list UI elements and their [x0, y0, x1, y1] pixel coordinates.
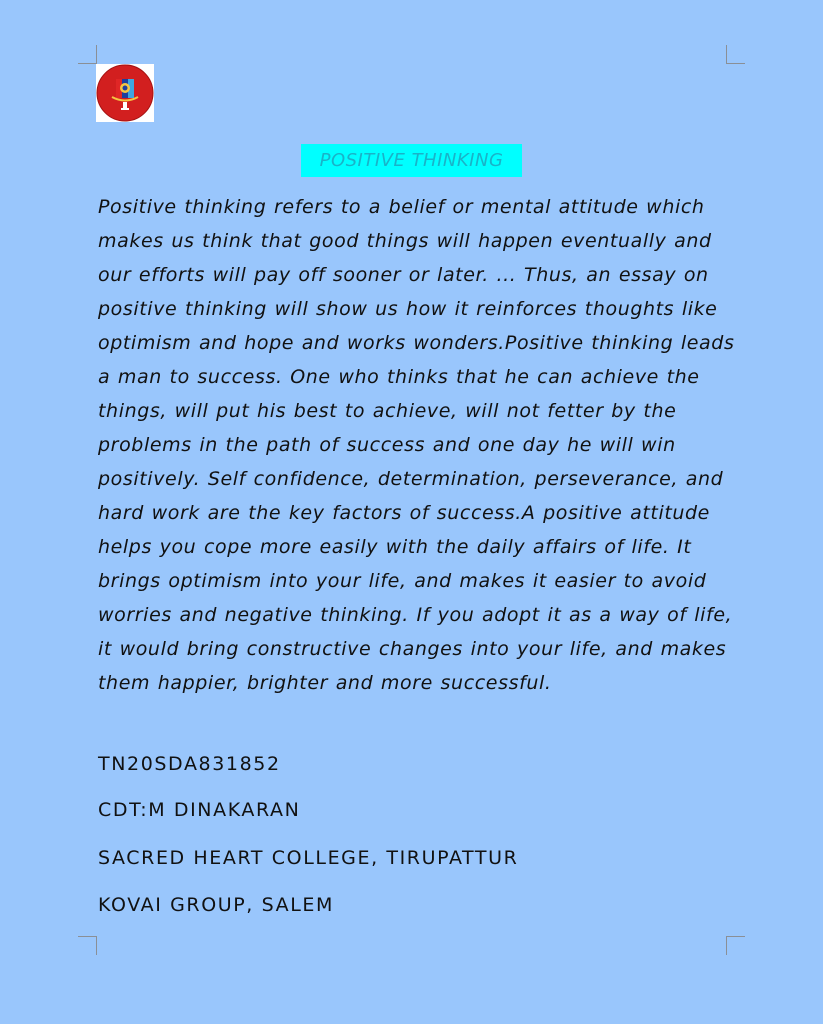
emblem-icon	[96, 64, 154, 122]
crop-mark-bottom-left	[78, 936, 97, 955]
registration-number: TN20SDA831852	[98, 753, 281, 775]
document-title: POSITIVE THINKING	[301, 144, 522, 177]
crop-mark-top-right	[726, 45, 745, 64]
college-name: SACRED HEART COLLEGE, TIRUPATTUR	[98, 847, 519, 869]
ncc-emblem-logo	[96, 64, 154, 122]
crop-mark-top-left	[78, 45, 97, 64]
essay-body: Positive thinking refers to a belief or mental attitude which makes us think that good things will happen eventually and our efforts will pay off sooner or later. ... Thus, an essay on positive thinking will show us how it reinforces thoughts like optimism and hope and works wonders.Positive thinking leads a man to success. One who thinks that he can achieve the things, will put his best to achieve, will not fetter by the problems in the path of success and one day he will win positively. Self confidence, determination, perseverance, and hard work are the key factors of success.A positive attitude helps you cope more easily with the daily affairs of life. It brings optimism into your life, and makes it easier to avoid worries and negative thinking. If you adopt it as a way of life, it would bring constructive changes into your life, and makes them happier, brighter and more successful.	[98, 196, 735, 694]
group-name: KOVAI GROUP, SALEM	[98, 894, 334, 916]
cadet-name: CDT:M DINAKARAN	[98, 799, 301, 821]
crop-mark-bottom-right	[726, 936, 745, 955]
